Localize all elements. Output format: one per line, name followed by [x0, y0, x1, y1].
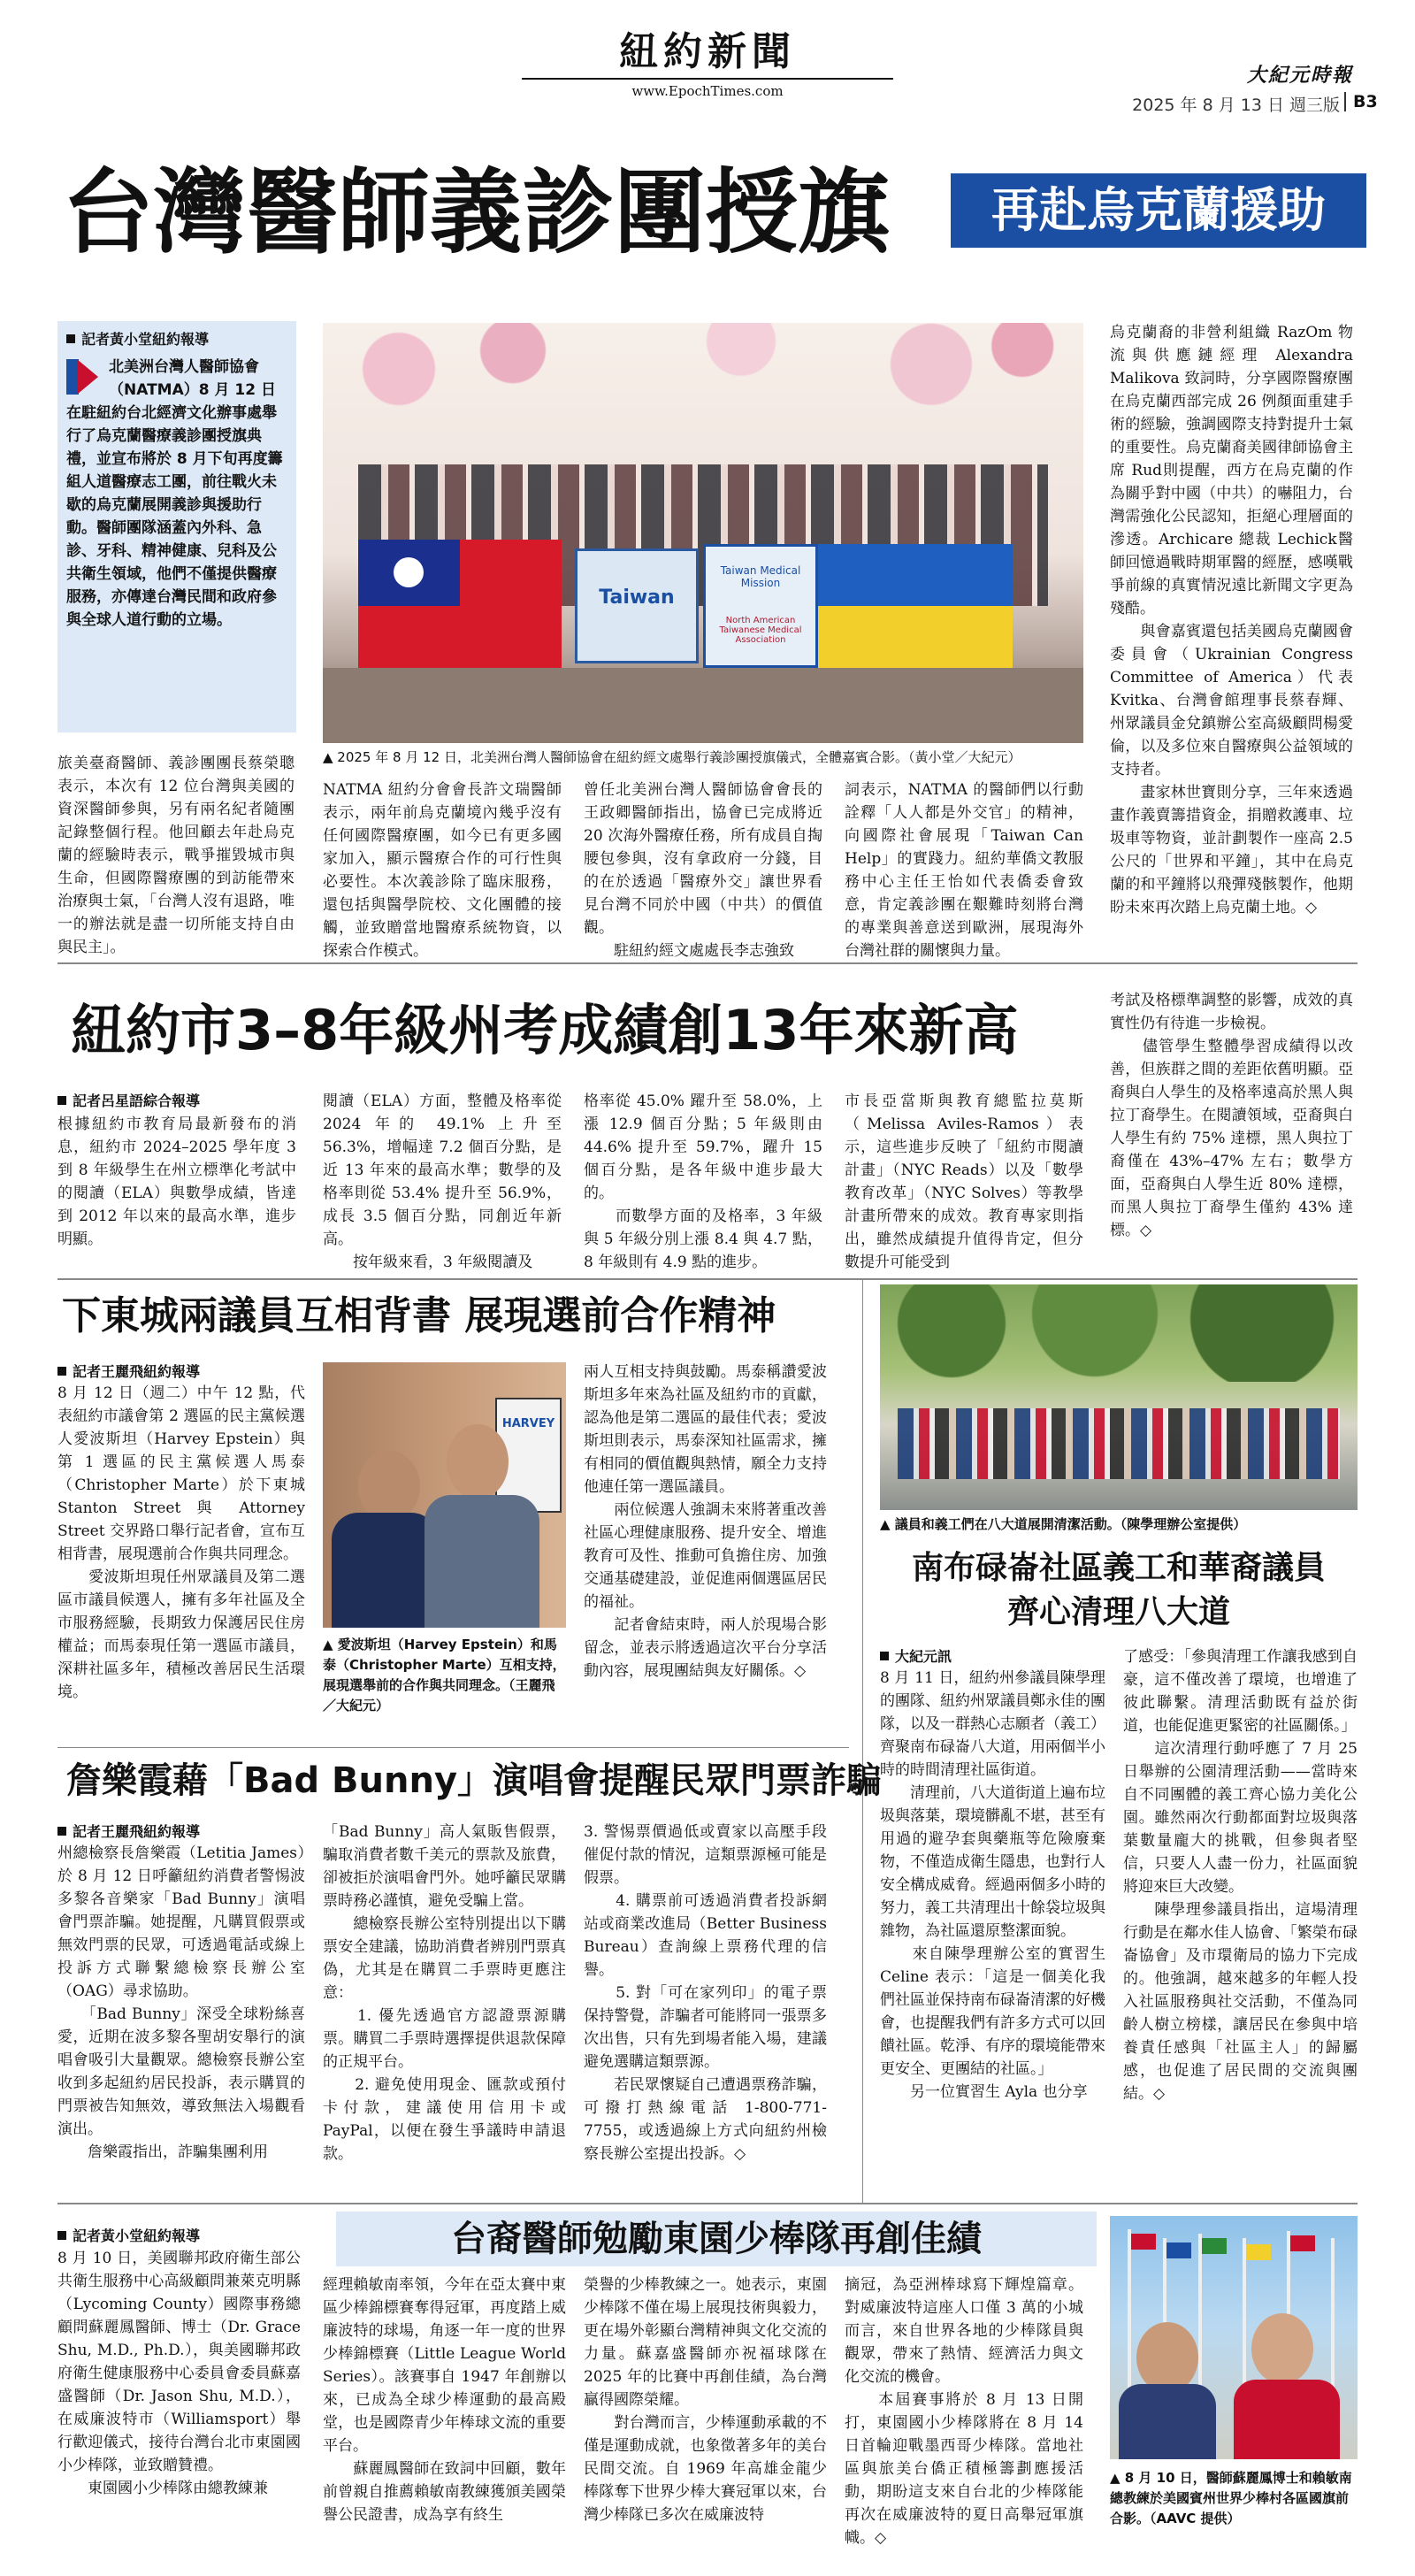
a4-col-2: 了感受：「參與清理工作讓我感到自豪，這不僅改善了環境，也增進了彼此聯繫。清理活動既有益於街道，也能促進更緊密的社區關係。」 這次清理行動呼應了 7 月 25 日舉辦的公園清理活動——當時來自不同團體的義工齊心協力美化公園。雖然兩次行動都面對垃圾與落葉數量龐大的挑戰，但參與者堅信，只要人人盡一份力，社區面貌將迎來巨大改變。 陳學理參議員指出，這場清理行動是在鄰水佳人協會、「繁榮布碌崙協會」及市環衛局的協力下完成的。他強調，越來越多的年輕人投入社區服務與社交活動，不僅為同齡人樹立榜樣，讓居民在參與中培養責任感與「社區主人」的歸屬感，也促進了居民間的交流與團結。◇	[1123, 1648, 1358, 2103]
a3-col-2: 兩人互相支持與鼓勵。馬泰稱讚愛波斯坦多年來為社區及紐約市的貢獻，認為他是第二選區的最佳代表；愛波斯坦則表示，馬泰深知社區需求，擁有相同的價值觀與熱情，願全力支持他連任第一選區議員。 兩位候選人強調未來將著重改善社區心理健康服務、提升安全、增進教育可及性、推動可負擔住房、加強交通基礎建設，並促進兩個選區居民的福祉。 記者會結束時，兩人於現場合影留念，並表示將透過這次平台分享活動內容，展現團結與友好關係。◇	[584, 1363, 827, 1680]
a6-col-2: 經理賴敏南率領，今年在亞太賽中東區少棒錦標賽奪得冠軍，再度踏上威廉波特的球場，角逐一年一度的世界少棒錦標賽（Little League World Series）。該賽事自 1947 年創辦以來，已成為全球少棒運動的最高殿堂，也是國際青少年棒球文流的重要平台。 蘇麗鳳醫師在致詞中回顧，數年前曾親自推薦賴敏南教練獲頒美國榮譽公民證書，成為享有終生	[323, 2276, 566, 2524]
a4-col-1: 8 月 11 日，紐約州參議員陳學理的團隊、紐約州眾議員鄭永佳的團隊，以及一群熱心志願者（義工）齊聚南布碌崙八大道，用兩個半小時的時間清理社區街道。 清理前，八大道街道上遍布垃圾與落葉，環境髒亂不堪，甚至有用過的避孕套與藥瓶等危險廢棄物，不僅造成衛生隱患，也對行人安全構成威脅。經過兩個多小時的努力，義工共清理出十餘袋垃圾與雜物，為社區還原整潔面貌。 來自陳學理辦公室的實習生 Celine 表示：「這是一個美化我們社區並保持南布碌崙清潔的好機會，也提醒我們有許多方式可以回饋社區。乾淨、有序的環境能帶來更安全、更團結的社區。」 另一位實習生 Ayla 也分享	[880, 1669, 1105, 2101]
section-title: 紐約新聞	[619, 29, 796, 74]
a1-col-3: 詞表示，NATMA 的醫師們以行動詮釋「人人都是外交官」的精神，向國際社會展現「Taiwan Can Help」的實踐力。紐約華僑文教服務中心主任王怡如代表僑委會致意，肯定義診團在艱難時刻將台灣的專業與善意送到歐洲，展現海外台灣社群的關懷與力量。	[845, 781, 1083, 960]
a2-col-2: 閱讀（ELA）方面，整體及格率從 2024 年的 49.1% 上升至 56.3%，增幅達 7.2 個百分點，是近 13 年來的最高水準；數學的及格率則從 53.4% 提升至 56.9%，成長 3.5 個百分點，同創近年新高。 按年級來看，3 年級閱讀及	[323, 1092, 562, 1271]
a3-headline: 下東城兩議員互相背書 展現選前合作精神	[62, 1293, 776, 1338]
a4-byline: 大紀元訊	[880, 1645, 952, 1666]
a4-photo-caption: ▲ 議員和義工們在八大道展開清潔活動。（陳學理辦公室提供）	[880, 1516, 1247, 1532]
masthead	[0, 0, 1415, 155]
a5-col-3: 3. 警惕票價過低或賣家以高壓手段催促付款的情況，這類票源極可能是假票。 4. 購票前可透過消費者投訴網站或商業改進局（Better Business Bureau）查詢線上票務代理的信譽。 5. 對「可在家列印」的電子票保持警覺，詐騙者可能將同一張票多次出售，只有先到場者能入場，建議避免選購這類票源。 若民眾懷疑自己遭遇票務詐騙，可撥打熱線電話 1-800-771-7755，或透過線上方式向紐約州檢察長辦公室提出投訴。◇	[584, 1823, 827, 2163]
divider-vertical-1	[862, 1278, 863, 2203]
a4-headline: 南布碌崙社區義工和華裔議員 齊心清理八大道	[911, 1550, 1326, 1630]
a5-col-1: 州總檢察長詹樂霞（Letitia James）於 8 月 12 日呼籲紐約消費者警惕波多黎各音樂家「Bad Bunny」演唱會門票詐騙。她提醒，凡購買假票或無效門票的民眾，可透過電話或線上投訴方式聯繫總檢察長辦公室（OAG）尋求協助。 「Bad Bunny」深受全球粉絲喜愛，近期在波多黎各聖胡安舉行的演唱會吸引大量觀眾。總檢察長辦公室收到多起紐約居民投訴，表示購買的門票被告知無效，導致無法入場觀看演出。 詹樂霞指出，詐騙集團利用	[57, 1844, 305, 2161]
a3-poster: HARVEY	[495, 1398, 562, 1513]
paper-logo: 大紀元時報	[1246, 64, 1353, 87]
a6-headline: 台裔醫師勉勵東園少棒隊再創佳績	[451, 2219, 982, 2259]
a3-candidates-photo	[323, 1362, 566, 1628]
a1-col-left: 旅美臺裔醫師、義診團團長蔡榮聰表示，本次有 12 位台灣與美國的資深醫師參與，另有兩名紀者隨團記錄整個行程。他回顧去年赴烏克蘭的經驗時表示，戰爭摧毀城市與生命，但國際醫療團的到訪能帶來治療與士氣，「台灣人沒有退路，唯一的辦法就是盡一切所能支持自由與民主」。	[57, 755, 294, 956]
a6-flags-photo	[1110, 2216, 1358, 2459]
a1-photo-caption: ▲ 2025 年 8 月 12 日，北美洲台灣人醫師協會在紐約經文處舉行義診團授旗儀式，全體嘉賓合影。（黃小堂／大紀元）	[323, 749, 1021, 765]
divider-3	[57, 1747, 849, 1748]
a1-byline: 記者黃小堂紐約報導	[66, 328, 287, 349]
a3-col-1: 8 月 12 日（週二）中午 12 點，代表紐約市議會第 2 選區的民主黨候選人愛波斯坦（Harvey Epstein）與第 1 選區的民主黨候選人馬泰（Christopher Marte）於下東城 Stanton Street 與 Attorney Street 交界路口舉行記者會，宣布互相背書，展現選前合作與共同理念。 愛波斯坦現任州眾議員及第二選區市議員候選人，擁有多年社區及全市服務經驗，長期致力保護居民住房權益；而馬泰現任第一選區市議員，深耕社區多年，積極改善居民生活環境。	[57, 1384, 305, 1701]
divider-2	[57, 1278, 1358, 1280]
a1-lead-box	[57, 321, 296, 732]
divider-4	[57, 2203, 1358, 2204]
issue-date: 2025 年 8 月 13 日 週三版	[1132, 96, 1340, 115]
a2-col-3: 格率從 45.0% 躍升至 58.0%，上漲 12.9 個百分點；5 年級則由 44.6% 提升至 59.7%，躍升 15 個百分點，是各年級中進步最大的。 而數學方面的及格率，3 年級與 5 年級分別上漲 8.4 與 4.7 點，8 年級則有 4.9 點的進步。	[584, 1092, 822, 1271]
a1-lead-marker-icon	[66, 359, 102, 395]
a2-byline: 記者呂星語綜合報導	[57, 1090, 200, 1110]
a1-taiwan-flag	[358, 540, 562, 672]
a1-lead-text: 北美洲台灣人醫師協會（NATMA）8 月 12 日在駐紐約台北經濟文化辦事處舉行了烏克蘭醫療義診團授旗典禮，並宣布將於 8 月下旬再度籌組人道醫療志工團，前往戰火未歇的烏克蘭展開義診與援助行動。醫師團隊涵蓋內外科、急診、牙科、精神健康、兒科及公共衛生領域，他們不僅提供醫療服務，亦傳達台灣民間和政府參與全球人道行動的立場。	[66, 358, 283, 629]
a6-col-3: 榮譽的少棒教練之一。她表示，東園少棒隊不僅在場上展現技術與毅力，更在場外彰顯台灣精神與文化交流的力量。蘇嘉盛醫師亦祝福球隊在 2025 年的比賽中再創佳績，為台灣贏得國際榮耀。 對台灣而言，少棒運動承載的不僅是運動成就，也象徵著多年的美台民間交流。自 1969 年高雄金龍少棒隊奪下世界少棒大賽冠軍以來，台灣少棒隊已多次在威廉波特	[584, 2276, 827, 2524]
a1-col-2: 曾任北美洲台灣人醫師協會會長的王政卿醫師指出，協會已完成將近 20 次海外醫療任務，所有成員自掏腰包參與，沒有拿政府一分錢，目的在於透過「醫療外交」讓世界看見台灣不同於中國（中共）的價值觀。 駐紐約經文處處長李志強致	[584, 781, 822, 960]
a3-photo-caption: ▲ 愛波斯坦（Harvey Epstein）和馬泰（Christopher Marte）互相支持，展現選舉前的合作與共同理念。（王麗飛／大紀元）	[323, 1637, 566, 1714]
website-url[interactable]: www.EpochTimes.com	[631, 83, 784, 99]
a1-subtitle-banner: 再赴烏克蘭援助	[951, 173, 1366, 248]
a1-ukraine-flag	[818, 544, 1013, 668]
a5-byline: 記者王麗飛紐約報導	[57, 1821, 200, 1841]
a3-byline: 記者王麗飛紐約報導	[57, 1361, 200, 1381]
a1-mission-banner-2: Taiwan Medical Mission North American Taiwanese Medical Association	[703, 544, 818, 668]
a5-headline: 詹樂霞藉「Bad Bunny」演唱會提醒民眾門票詐騙	[66, 1760, 883, 1801]
a2-headline: 紐約市3–8年級州考成績創13年來新高	[71, 998, 1019, 1062]
a5-col-2: 「Bad Bunny」高人氣販售假票，騙取消費者數千美元的票款及旅費，卻被拒於演唱會門外。她呼籲民眾購票時務必謹慎，避免受騙上當。 總檢察長辦公室特別提出以下購票安全建議，協助消費者辨別門票真偽，尤其是在購買二手票時更應注意： 1. 優先透過官方認證票源購票。購買二手票時選擇提供退款保障的正規平台。 2. 避免使用現金、匯款或預付卡付款，建議使用信用卡或 PayPal，以便在發生爭議時申請退款。	[323, 1823, 566, 2163]
a1-group-photo	[323, 323, 1083, 743]
a1-mission-banner: Taiwan	[575, 548, 699, 663]
divider-1	[57, 962, 1358, 964]
a2-col-5: 考試及格標準調整的影響，成效的真實性仍有待進一步檢視。 儘管學生整體學習成績得以改善，但族群之間的差距依舊明顯。亞裔與白人學生的及格率遠高於黑人與拉丁裔學生。在閱讀領域，亞裔與白人學生有約 75% 達標，黑人與拉丁裔僅在 43%–47% 左右；數學方面，亞裔與白人學生近 80% 達標，而黑人與拉丁裔學生僅約 43% 達標。◇	[1110, 992, 1353, 1239]
a6-headline-box	[336, 2212, 1097, 2266]
a1-col-right: 烏克蘭裔的非營利組織 RazOm 物流與供應鏈經理 Alexandra Malikova 致詞時，分享國際醫療團在烏克蘭西部完成 26 例顏面重建手術的經驗，強調國際支持對提升士氣的重要性。烏克蘭裔美國律師協會主席 Rud則提醒，西方在烏克蘭的作為關乎對中國（中共）的嚇阻力，台灣需強化公民認知，拒絕心理層面的滲透。Archicare 總裁 Lechick醫師回憶過戰時期軍醫的經歷，感嘆戰爭前線的真實情況遠比新聞文字更為殘酷。 與會嘉賓還包括美國烏克蘭國會委員會（Ukrainian Congress Committee of America）代表Kvitka、台灣會館理事長蔡春輝、州眾議員金兌鎮辦公室高級顧問楊愛倫，以及多位來自醫療與公益領域的支持者。 畫家林世寶則分享，三年來透過畫作義賣籌措資金，捐贈救護車、垃圾車等物資，並計劃製作一座高 2.5 公尺的「世界和平鐘」，其中在烏克蘭的和平鐘將以飛彈殘骸製作，他期盼未來再次踏上烏克蘭土地。◇	[1110, 324, 1353, 916]
a2-col-1: 根據紐約市教育局最新發布的消息，紐約市 2024–2025 學年度 3 到 8 年級學生在州立標準化考試中的閱讀（ELA）與數學成績，皆達到 2012 年以來的最高水準，進步明顯。	[57, 1116, 296, 1248]
a2-col-4: 市長亞當斯與教育總監拉莫斯（Melissa Aviles-Ramos）表示，這些進步反映了「紐約市閱讀計畫」（NYC Reads）以及「數學教育改革」（NYC Solves）等教學計畫所帶來的成效。教育專家則指出，雖然成績提升值得肯定，但分數提升可能受到	[845, 1092, 1083, 1271]
a6-col-1: 8 月 10 日，美國聯邦政府衛生部公共衛生服務中心高級顧問兼萊克明縣（Lycoming County）國際事務總顧問蘇麗鳳醫師、博士（Dr. Grace Shu, M.D., Ph.D.），與美國聯邦政府衛生健康服務中心委員會委員蘇嘉盛醫師（Dr. Jason Shu, M.D.），在威廉波特市（Williamsport）舉行歡迎儀式，接待台灣台北市東園國小少棒隊，並致贈贊禮。 東園國小少棒隊由總教練兼	[57, 2250, 301, 2497]
masthead-rule	[522, 78, 893, 80]
a6-col-4: 摘冠，為亞洲棒球寫下輝煌篇章。對威廉波特這座人口僅 3 萬的小城而言，來自世界各地的少棒隊員與觀眾，帶來了熱情、經濟活力與文化交流的機會。 本屆賽事將於 8 月 13 日開打，東園國小少棒隊將在 8 月 14 日首輪迎戰墨西哥少棒隊。當地社區與旅美台僑正積極籌劃應援活動，期盼這支來自台北的少棒隊能再次在威廉波特的夏日高舉冠軍旗幟。◇	[845, 2276, 1083, 2547]
a6-photo-caption: ▲ 8 月 10 日，醫師蘇麗鳳博士和賴敏南總教練於美國賓州世界少棒村各區國旗前合影。（AAVC 提供）	[1110, 2470, 1352, 2526]
page-number: B3	[1344, 92, 1397, 111]
a6-byline: 記者黃小堂紐約報導	[57, 2225, 200, 2245]
a1-headline: 台灣醫師義診團授旗	[62, 158, 891, 266]
a4-cleanup-photo	[880, 1284, 1358, 1510]
a1-col-1: NATMA 紐約分會會長許文瑞醫師表示，兩年前烏克蘭境內幾乎沒有任何國際醫療團，如今已有更多國家加入，顯示醫療合作的可行性與必要性。本次義診除了臨床服務，還包括與醫學院校、文化團體的接觸，並致贈當地醫療系統物資，以探索合作模式。	[323, 781, 562, 960]
